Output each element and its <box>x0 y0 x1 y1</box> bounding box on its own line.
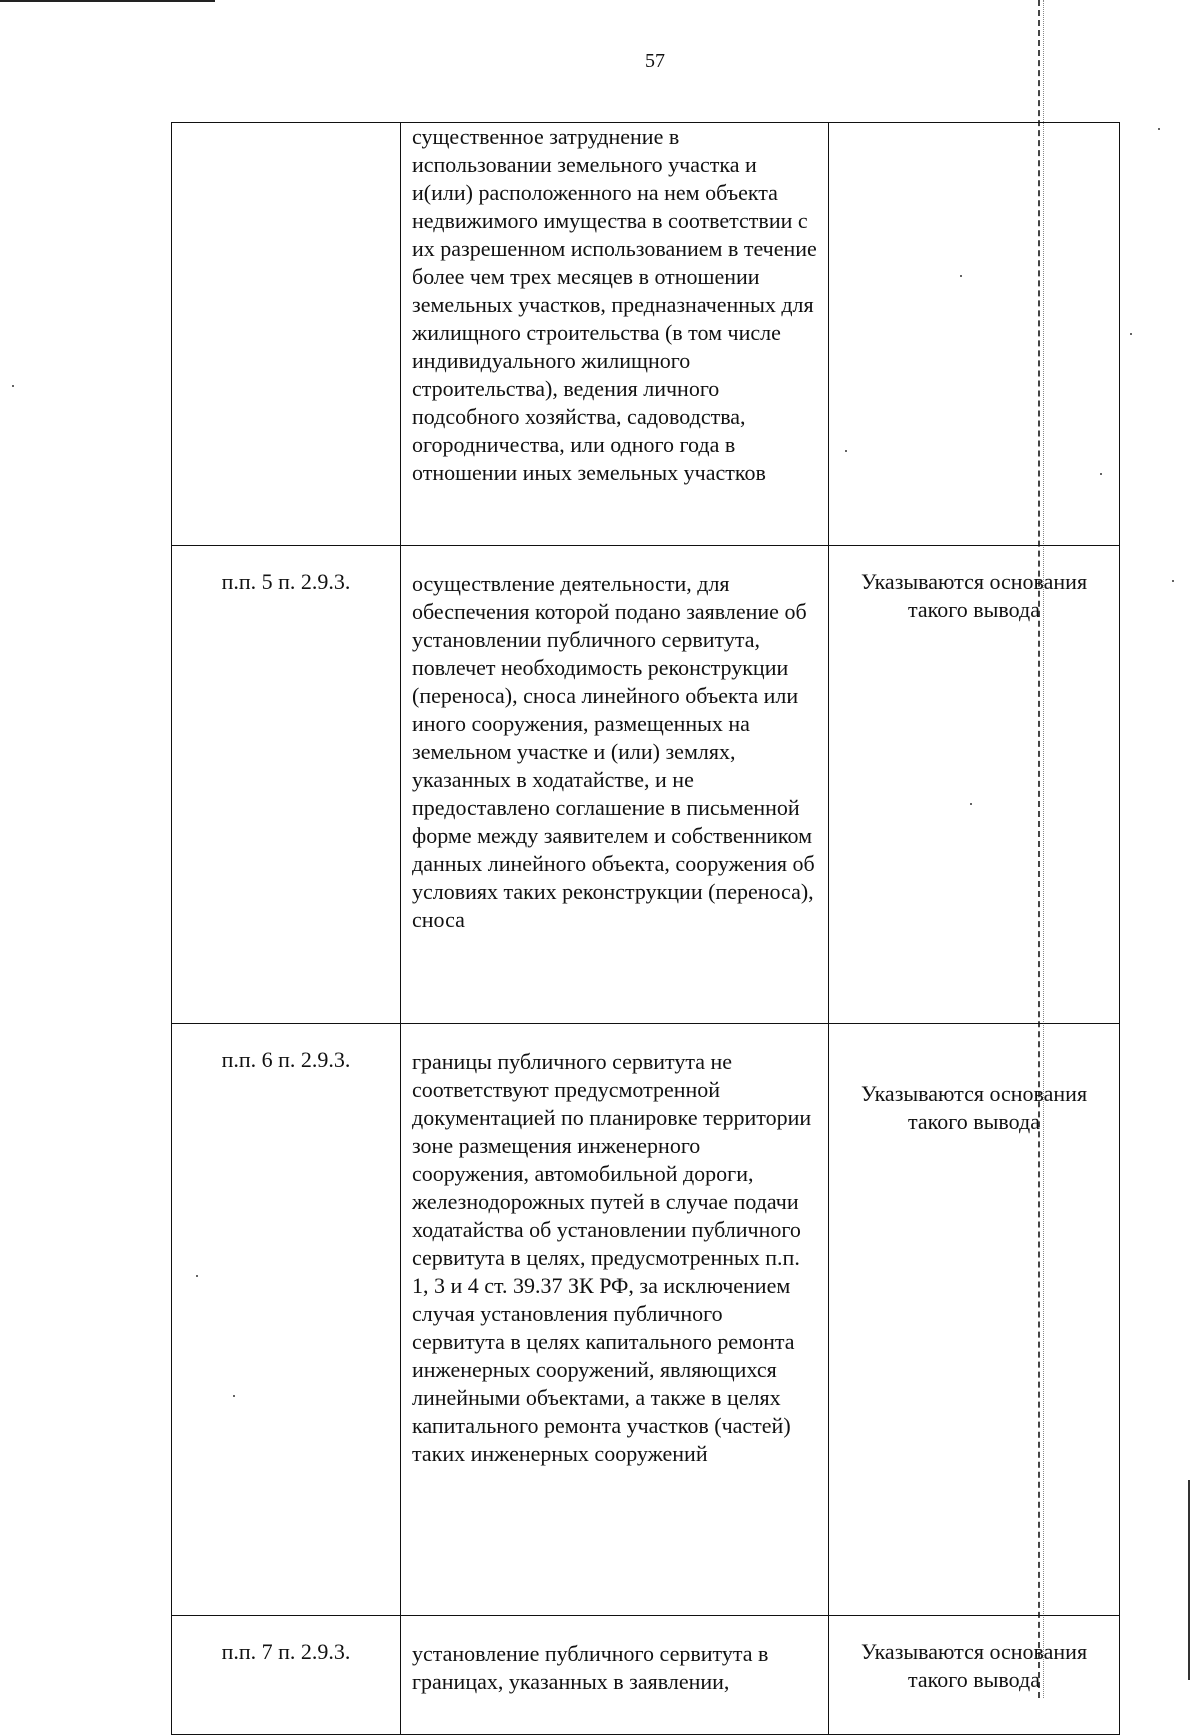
table-row <box>172 1024 1120 1616</box>
scan-speck <box>1172 580 1174 582</box>
table-cell-note: Указываются основания такого вывода <box>829 546 1120 1024</box>
table-row <box>172 546 1120 1024</box>
table-cell-note <box>829 123 1120 546</box>
table-cell-ground-text: существенное затруднение в использовании земельного участка и и(или) расположенного на нем объекта недвижимого имущества в соответствии с их разрешенном использованием в течение более чем трех месяцев в отношении земельных участков, предназначенных для жилищного строительства (в том числе индивидуального жилищного строительства), ведения личного подсобного хозяйства, садоводства, огородничества, или одного года в отношении иных земельных участков <box>401 123 829 546</box>
scan-speck <box>12 385 14 387</box>
table-cell-ground-text: границы публичного сервитута не соответствуют предусмотренной документацией по планировке территории зоне размещения инженерного сооружения, автомобильной дороги, железнодорожных путей в случае подачи ходатайства об установлении публичного сервитута в целях, предусмотренных п.п. 1, 3 и 4 ст. 39.37 ЗК РФ, за исключением случая установления публичного сервитута в целях капитального ремонта инженерных сооружений, являющихся линейными объектами, а также в целях капитального ремонта участков (частей) таких инженерных сооружений <box>401 1024 829 1616</box>
table-cell-reference: п.п. 5 п. 2.9.3. <box>172 546 401 1024</box>
table-cell-reference: п.п. 7 п. 2.9.3. <box>172 1616 401 1735</box>
scan-artifact-right-line <box>1188 1480 1190 1680</box>
table-cell-note: Указываются основания такого вывода <box>829 1616 1120 1735</box>
table-cell-reference <box>172 123 401 546</box>
table-row <box>172 123 1120 546</box>
table-row <box>172 1616 1120 1735</box>
page-number: 57 <box>645 50 665 72</box>
table-cell-ground-text: установление публичного сервитута в границах, указанных в заявлении, <box>401 1616 829 1735</box>
table-cell-ground-text: осуществление деятельности, для обеспечения которой подано заявление об установлении публичного сервитута, повлечет необходимость реконструкции (переноса), сноса линейного объекта или иного сооружения, размещенных на земельном участке и (или) землях, указанных в ходатайстве, и не предоставлено соглашение в письменной форме между заявителем и собственником данных линейного объекта, сооружения об условиях таких реконструкции (переноса), сноса <box>401 546 829 1024</box>
scan-speck <box>1158 128 1160 130</box>
grounds-table <box>171 122 1120 1735</box>
scan-speck <box>1130 333 1132 335</box>
table-cell-reference: п.п. 6 п. 2.9.3. <box>172 1024 401 1616</box>
table-cell-note: Указываются основания такого вывода <box>829 1024 1120 1616</box>
scan-artifact-top-line <box>0 0 215 2</box>
